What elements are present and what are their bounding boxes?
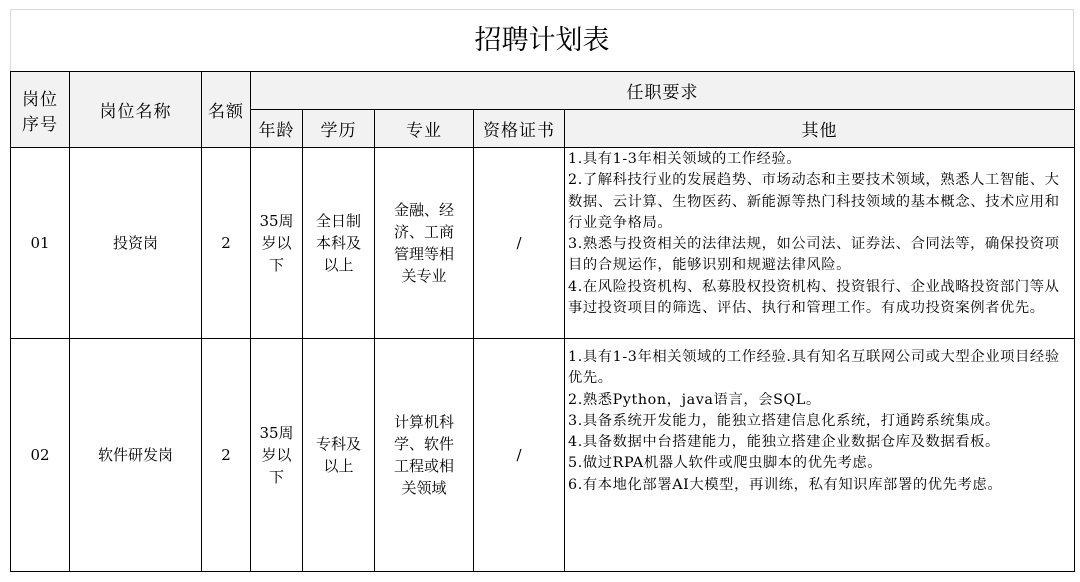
header-age: 年龄 [251,110,303,148]
other-item: 2.熟悉Python，java语言，会SQL。 [568,391,821,408]
other-item: 4.在风险投资机构、私募股权投资机构、投资银行、企业战略投资部门等从事过投资项目的筛选、评估、执行和管理工作。有成功投资案例者优先。 [568,278,1060,317]
row-certificate: / [474,339,565,572]
row-name: 软件研发岗 [70,339,202,572]
recruitment-plan [10,9,1074,572]
row-education: 专科及 以上 [303,339,375,572]
row-major: 金融、经 济、工商 管理等相 关专业 [375,148,474,339]
header-certificate: 资格证书 [474,110,565,148]
row-education: 全日制 本科及 以上 [303,148,375,339]
other-item: 1.具有1-3年相关领域的工作经验。 [568,151,802,167]
table-row [11,339,1075,572]
header-seq: 岗位 序号 [11,72,70,148]
row-other [565,339,1075,572]
other-item: 3.熟悉与投资相关的法律法规，如公司法、证券法、合同法等，确保投资项目的合规运作，能够识别和规避法律风险。 [568,236,1060,274]
header-count: 名额 [202,72,251,148]
header-requirements: 任职要求 [251,72,1075,110]
row-other [565,148,1075,339]
row-age: 35周 岁以 下 [251,148,303,339]
row-name: 投资岗 [70,148,202,339]
row-certificate: / [474,148,565,339]
other-item: 4.具备数据中台搭建能力，能独立搭建企业数据仓库及数据看板。 [568,434,1000,451]
header-education: 学历 [303,110,375,148]
other-item: 1.具有1-3年相关领域的工作经验.具有知名互联网公司或大型企业项目经验优先。 [568,349,1060,387]
row-count: 2 [202,339,251,572]
recruitment-table [10,71,1075,572]
row-seq: 02 [11,339,70,572]
other-item: 5.做过RPA机器人软件或爬虫脚本的优先考虑。 [568,455,883,472]
row-age: 35周 岁以 下 [251,339,303,572]
other-item: 6.有本地化部署AI大模型，再训练，私有知识库部署的优先考虑。 [568,476,1003,493]
header-name: 岗位名称 [70,72,202,148]
row-major: 计算机科 学、软件 工程或相 关领域 [375,339,474,572]
row-seq: 01 [11,148,70,339]
table-row [11,148,1075,339]
other-item: 3.具备系统开发能力，能独立搭建信息化系统，打通跨系统集成。 [568,412,1000,429]
header-major: 专业 [375,110,474,148]
row-count: 2 [202,148,251,339]
header-other: 其他 [565,110,1075,148]
other-item: 2.了解科技行业的发展趋势、市场动态和主要技术领域，熟悉人工智能、大数据、云计算、生物医药、新能源等热门科技领域的基本概念、技术应用和行业竞争格局。 [568,172,1060,231]
page-title: 招聘计划表 [10,9,1074,71]
